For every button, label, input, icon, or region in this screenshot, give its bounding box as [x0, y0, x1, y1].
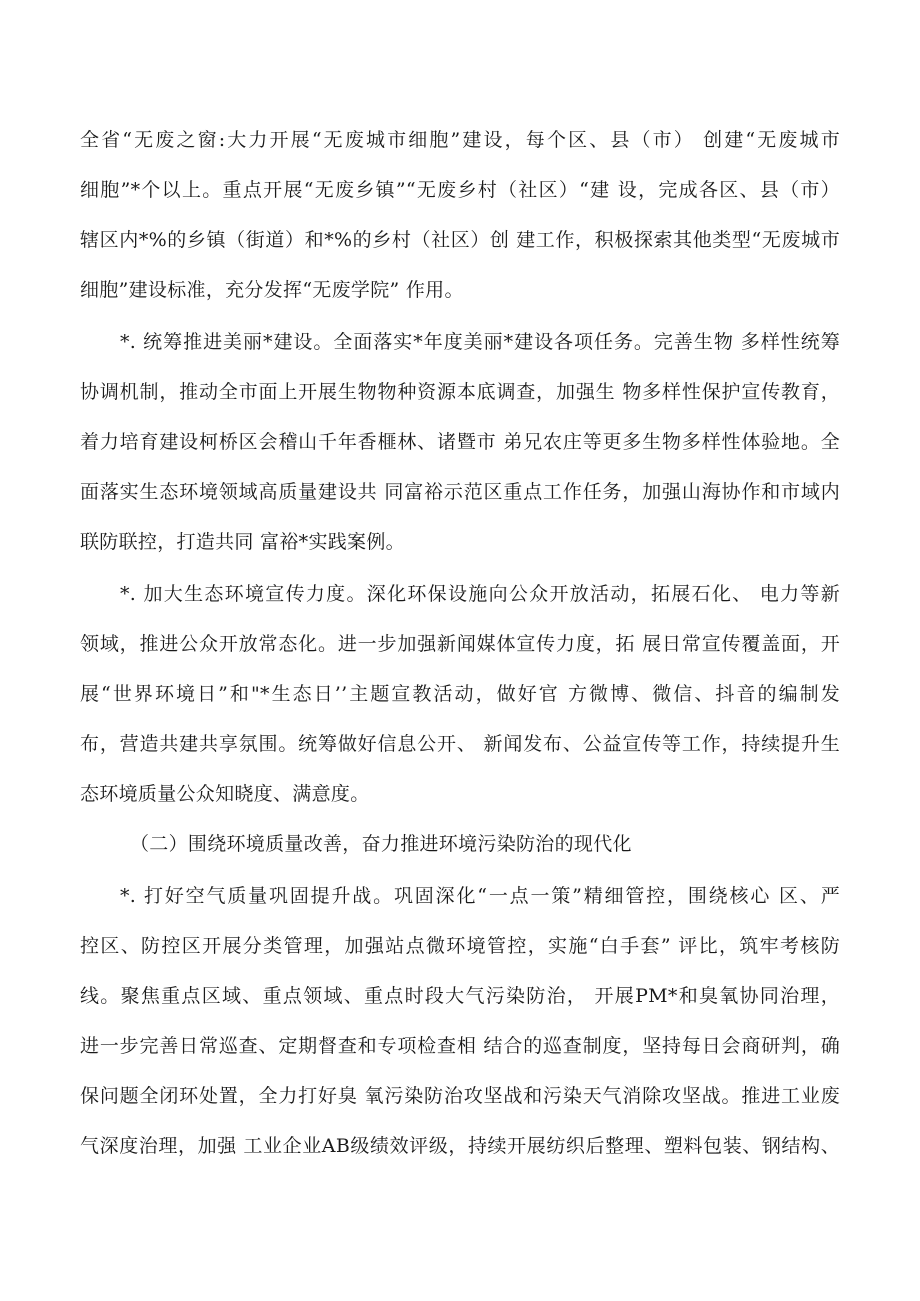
- paragraph-line: 控区、防控区开展分类管理，加强站点微环境管控，实施“白手套” 评比，筑牢考核防: [80, 935, 840, 957]
- paragraph-line: 布，营造共建共享氛围。统筹做好信息公开、 新闻发布、公益宣传等工作，持续提升生: [80, 733, 840, 755]
- paragraph-line: 细胞”*个以上。重点开展“无废乡镇”“无废乡村（社区）“建 设，完成各区、县（市）: [80, 179, 840, 201]
- paragraph-line: *. 加大生态环境宣传力度。深化环保设施向公众开放活动，拓展石化、 电力等新: [120, 583, 840, 605]
- paragraph-line: 着力培育建设柯桥区会稽山千年香榧林、诸暨市 弟兄农庄等更多生物多样性体验地。全: [80, 431, 840, 453]
- paragraph-line: 协调机制，推动全市面上开展生物物种资源本底调查，加强生 物多样性保护宣传教育，: [80, 381, 840, 403]
- paragraph-line: 气深度治理，加强 工业企业AB级绩效评级，持续开展纺织后整理、塑料包装、钢结构、: [80, 1135, 840, 1157]
- paragraph-line: 线。聚焦重点区域、重点领域、重点时段大气污染防治， 开展PM*和臭氧协同治理，: [80, 985, 840, 1007]
- section-heading: （二）围绕环境质量改善，奋力推进环境污染防治的现代化: [130, 833, 632, 855]
- paragraph-line: *. 打好空气质量巩固提升战。巩固深化“一点一策”精细管控，围绕核心 区、严: [120, 885, 840, 907]
- paragraph-line: 全省“无废之窗:大力开展“无废城市细胞”建设，每个区、县（市） 创建“无废城市: [80, 129, 840, 151]
- paragraph-line: 态环境质量公众知晓度、满意度。: [80, 783, 370, 805]
- paragraph-line: 辖区内*%的乡镇（街道）和*%的乡村（社区）创 建工作，积极探索其他类型“无废城市: [80, 229, 840, 251]
- paragraph-line: 细胞”建设标准，充分发挥“无废学院” 作用。: [80, 279, 464, 301]
- paragraph-line: 展“世界环境日”和"*生态日’’主题宣教活动，做好官 方微博、微信、抖音的编制发: [80, 683, 840, 705]
- paragraph-line: 联防联控，打造共同 富裕*实践案例。: [80, 531, 405, 553]
- paragraph-line: *. 统筹推进美丽*建设。全面落实*年度美丽*建设各项任务。完善生物 多样性统筹: [120, 331, 840, 353]
- paragraph-line: 面落实生态环境领域高质量建设共 同富裕示范区重点工作任务，加强山海协作和市域内: [80, 481, 840, 503]
- paragraph-line: 保问题全闭环处置，全力打好臭 氧污染防治攻坚战和污染天气消除攻坚战。推进工业废: [80, 1085, 840, 1107]
- paragraph-line: 进一步完善日常巡查、定期督查和专项检查相 结合的巡查制度，坚持每日会商研判，确: [80, 1035, 840, 1057]
- paragraph-line: 领域，推进公众开放常态化。进一步加强新闻媒体宣传力度，拓 展日常宣传覆盖面，开: [80, 633, 840, 655]
